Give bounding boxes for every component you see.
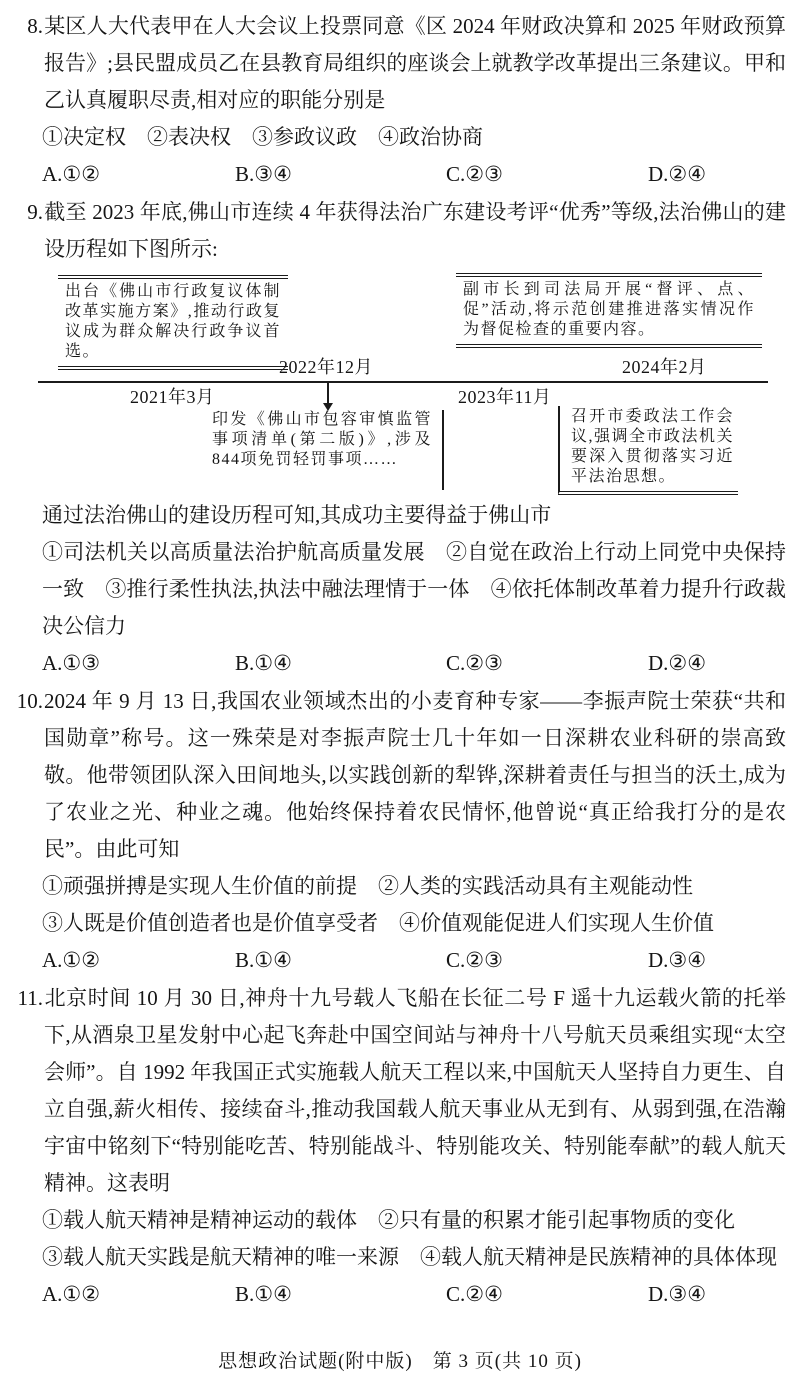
event-box-bottom-right: 召开市委政法工作会议,强调全市政法机关要深入贯彻落实习近平法治思想。 [558,406,738,495]
question-11-options-line-1: ①载人航天精神是精神运动的载体 ②只有量的积累才能引起事物质的变化 [42,1208,735,1232]
date-label-2023-11: 2023年11月 [458,387,552,407]
question-9-post-stem: 通过法治佛山的建设历程可知,其成功主要得益于佛山市 [42,503,552,527]
choice-c: C.②③ [446,948,503,972]
question-10 [14,683,786,979]
question-9-number: 9. [27,200,43,224]
timeline-diagram [38,271,778,495]
question-10-number: 10. [16,689,43,713]
choice-d: D.②④ [648,651,707,675]
question-10-stem [14,683,786,868]
event-box-top-left: 出台《佛山市行政复议体制改革实施方案》,推动行政复议成为群众解决行政争议首选。 [58,275,288,370]
choice-b: B.①④ [235,1282,292,1306]
choice-b: B.①④ [235,651,292,675]
question-11-options-line-2: ③载人航天实践是航天精神的唯一来源 ④载人航天精神是民族精神的具体体现 [42,1245,777,1269]
question-8 [14,8,786,193]
page-footer: 思想政治试题(附中版) 第 3 页(共 10 页) [218,1351,582,1372]
event-box-top-right: 副市长到司法局开展“督评、点、促”活动,将示范创建推进落实情况作为督促检查的重要内容。 [456,273,762,348]
question-9 [14,194,786,682]
question-11-stem [14,980,786,1202]
question-9-choices [42,645,786,682]
question-9-stem [14,194,786,268]
choice-a: A.①② [42,162,101,186]
question-11-number: 11. [17,986,43,1010]
choice-d: D.③④ [648,1282,707,1306]
choice-a: A.①③ [42,651,101,675]
question-9-stem-text: 截至 2023 年底,佛山市连续 4 年获得法治广东建设考评“优秀”等级,法治佛山的建设历程如下图所示: [44,200,786,261]
choice-c: C.②③ [446,162,503,186]
choice-d: D.③④ [648,948,707,972]
choice-a: A.①② [42,1282,101,1306]
question-8-stem [14,8,786,119]
event-box-bottom-left: 印发《佛山市包容审慎监管事项清单(第二版)》,涉及844项免罚轻罚事项…… [200,410,444,490]
question-8-number: 8. [27,14,43,38]
date-label-2021-03: 2021年3月 [130,387,215,407]
question-9-options: ①司法机关以高质量法治护航高质量发展 ②自觉在政治上行动上同党中央保持一致 ③推行柔性执法,执法中融法理情于一体 ④依托体制改革着力提升行政裁决公信力 [42,540,786,638]
question-8-stem-text: 某区人大代表甲在人大会议上投票同意《区 2024 年财政决算和 2025 年财政预算报告》;县民盟成员乙在县教育局组织的座谈会上就教学改革提出三条建议。甲和乙认真履职尽责,相对应的职能分别是 [44,14,786,112]
choice-b: B.①④ [235,948,292,972]
choice-b: B.③④ [235,162,292,186]
date-label-2024-02: 2024年2月 [622,357,707,377]
question-10-options-line-2: ③人既是价值创造者也是价值享受者 ④价值观能促进人们实现人生价值 [42,911,714,935]
question-11-choices [42,1276,786,1313]
question-11 [14,980,786,1313]
question-8-choices [42,156,786,193]
choice-d: D.②④ [648,162,707,186]
question-10-options-line-1: ①顽强拼搏是实现人生价值的前提 ②人类的实践活动具有主观能动性 [42,874,693,898]
down-arrow-line [327,383,329,404]
question-8-options: ①决定权 ②表决权 ③参政议政 ④政治协商 [42,125,483,149]
question-10-choices [42,942,786,979]
choice-c: C.②③ [446,651,503,675]
question-11-stem-text: 北京时间 10 月 30 日,神舟十九号载人飞船在长征二号 F 遥十九运载火箭的托举下,从酒泉卫星发射中心起飞奔赴中国空间站与神舟十八号航天员乘组实现“太空会师”。自 1992 年我国正式实施载人航天工程以来,中国航天人坚持自力更生、自立自强,薪火相传、接续奋斗,推动我国载人航天事业从无到有、从弱到强,在浩瀚宇宙中铭刻下“特别能吃苦、特别能战斗、特别能攻关、特别能奉献”的载人航天精神。这表明 [44,986,786,1195]
timeline-axis [38,381,768,383]
date-label-2022-12: 2022年12月 [279,357,373,377]
choice-c: C.②④ [446,1282,503,1306]
question-10-stem-text: 2024 年 9 月 13 日,我国农业领域杰出的小麦育种专家——李振声院士荣获“共和国勋章”称号。这一殊荣是对李振声院士几十年如一日深耕农业科研的崇高致敬。他带领团队深入田间地头,以实践创新的犁铧,深耕着责任与担当的沃土,成为了农业之光、种业之魂。他始终保持着农民情怀,他曾说“真正给我打分的是农民”。由此可知 [44,689,786,861]
choice-a: A.①② [42,948,101,972]
